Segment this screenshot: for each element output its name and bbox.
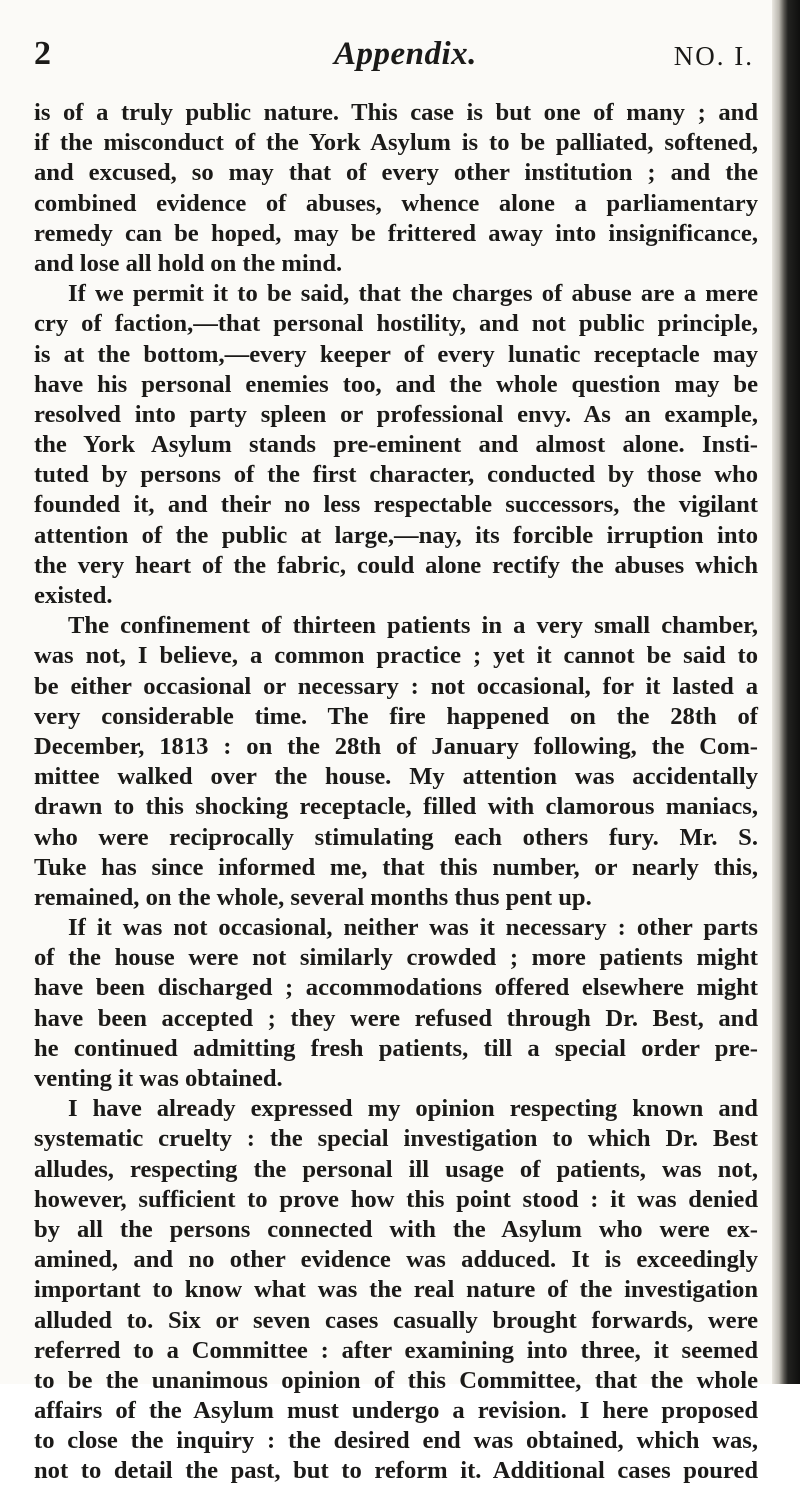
running-head: Appendix. [334,36,477,72]
text-line: the York Asylum stands pre-eminent and almost alone. Insti- [34,431,758,459]
text-line: was not, I believe, a common practice ; yet it cannot be said to [34,642,758,670]
text-line: if the misconduct of the York Asylum is to be palliated, softened, [34,129,758,157]
text-line: founded it, and their no less respectable successors, the vigilant [34,491,758,519]
paragraph-first-line: The confinement of thirteen patients in a very small chamber, [68,612,758,640]
text-line: amined, and no other evidence was adduced. It is exceedingly [34,1246,758,1274]
text-line: venting it was obtained. [34,1065,283,1092]
text-line: to be the unanimous opinion of this Committee, that the whole [34,1366,758,1394]
text-line: remedy can be hoped, may be frittered away into insignificance, [34,219,758,247]
page-number: 2 [34,35,51,72]
page-header [34,34,760,84]
text-line: attention of the public at large,—nay, its forcible irruption into [34,521,758,549]
paragraph-first-line: If it was not occasional, neither was it necessary : other parts [68,914,758,942]
text-line: and excused, so may that of every other institution ; and the [34,159,758,187]
text-line: December, 1813 : on the 28th of January following, the Com- [34,732,758,760]
text-line: remained, on the whole, several months thus pent up. [34,883,592,911]
text-line: is of a truly public nature. This case is but one of many ; and [34,99,758,126]
text-line: have his personal enemies too, and the whole question may be [34,370,758,398]
text-line: to close the inquiry : the desired end was obtained, which was, [34,1427,758,1455]
text-line: important to know what was the real nature of the investigation [34,1276,758,1304]
body-text [34,98,758,1487]
text-line: drawn to this shocking receptacle, filled with clamorous maniacs, [34,793,758,821]
page-binding-edge [772,0,800,1384]
text-line: systematic cruelty : the special investigation to which Dr. Best [34,1125,758,1153]
text-line: have been accepted ; they were refused through Dr. Best, and [34,1004,758,1032]
text-line: have been discharged ; accommodations offered elsewhere might [34,974,758,1002]
text-line: alludes, respecting the personal ill usage of patients, was not, [34,1155,758,1183]
appendix-number-label: NO. I. [673,41,754,71]
text-line: however, sufficient to prove how this point stood : it was denied [34,1185,758,1213]
text-line: he continued admitting fresh patients, till a special order pre- [34,1034,758,1062]
text-line: very considerable time. The fire happened on the 28th of [34,702,758,730]
text-line: referred to a Committee : after examining into three, it seemed [34,1336,758,1364]
text-line: and lose all hold on the mind. [34,249,343,277]
text-line: not to detail the past, but to reform it. Additional cases poured [34,1457,758,1485]
text-line: combined evidence of abuses, whence alone a parliamentary [34,189,758,217]
text-line: affairs of the Asylum must undergo a revision. I here proposed [34,1397,758,1425]
text-line: resolved into party spleen or professional envy. As an example, [34,400,758,428]
text-line: cry of faction,—that personal hostility, and not public principle, [34,310,758,338]
text-line: Tuke has since informed me, that this number, or nearly this, [34,853,758,881]
paragraph-first-line: If we permit it to be said, that the charges of abuse are a mere [68,280,758,308]
text-line: who were reciprocally stimulating each others fury. Mr. S. [34,823,758,851]
text-line: be either occasional or necessary : not occasional, for it lasted a [34,672,758,700]
text-line: tuted by persons of the first character, conducted by those who [34,461,758,489]
text-line: is at the bottom,—every keeper of every lunatic receptacle may [34,340,758,368]
paragraph-first-line: I have already expressed my opinion respecting known and [68,1095,758,1123]
text-line: the very heart of the fabric, could alone rectify the abuses which [34,551,758,579]
text-line: of the house were not similarly crowded ; more patients might [34,944,758,972]
text-line: alluded to. Six or seven cases casually brought forwards, were [34,1306,758,1334]
text-line: mittee walked over the house. My attention was accidentally [34,763,758,791]
text-line: existed. [34,582,113,609]
text-line: by all the persons connected with the Asylum who were ex- [34,1215,758,1243]
